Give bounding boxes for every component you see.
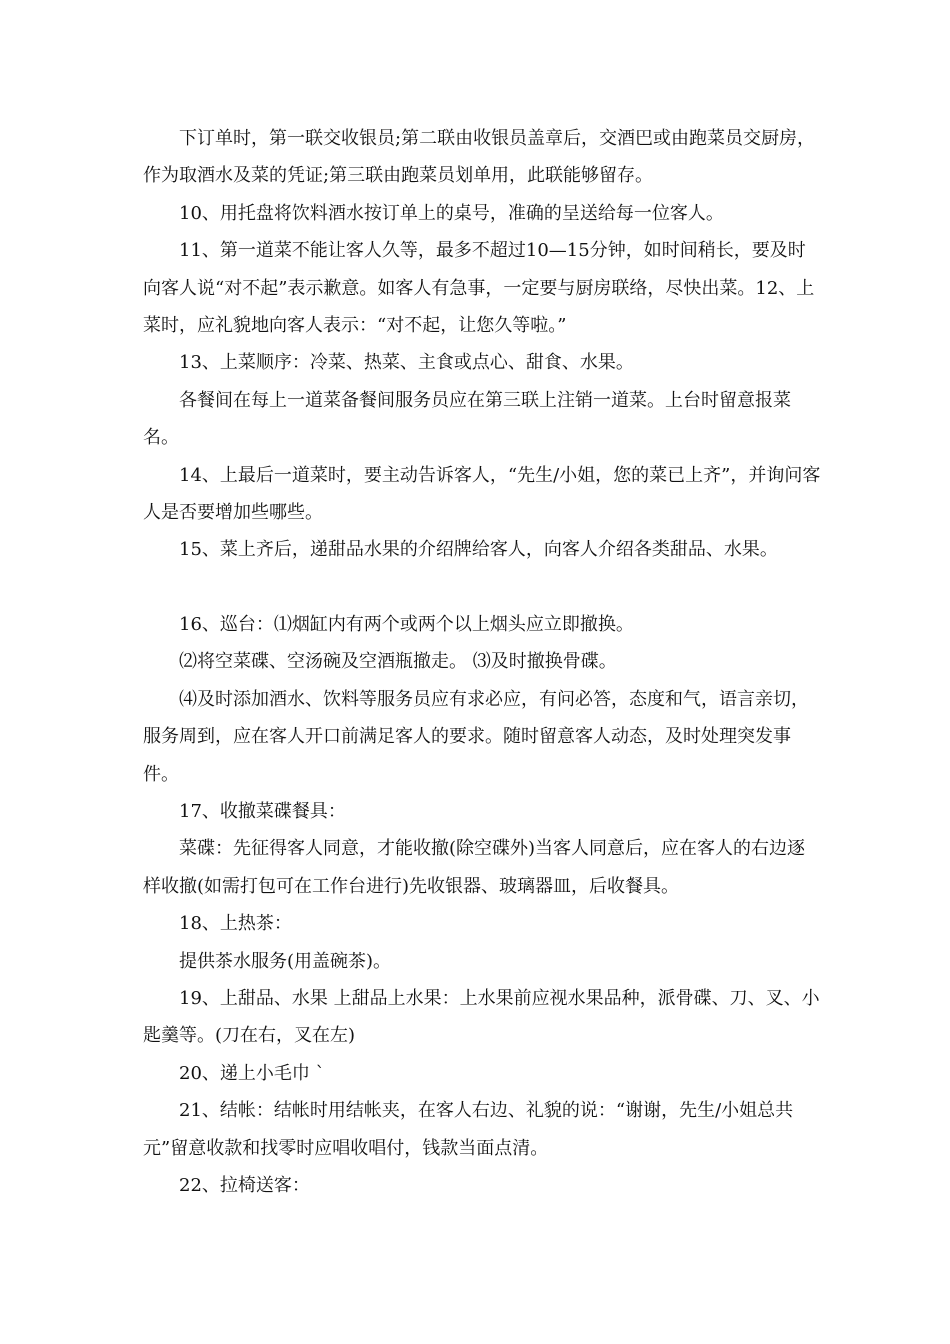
paragraph-item-10: 10、用托盘将饮料酒水按订单上的桌号，准确的呈送给每一位客人。 [179, 202, 724, 224]
document-body [143, 120, 823, 1204]
paragraph-order-copies: 下订单时，第一联交收银员;第二联由收银员盖章后，交酒巴或由跑菜员交厨房，作为取酒水及菜的凭证;第三联由跑菜员划单用，此联能够留存。 [143, 128, 816, 187]
paragraph-item-17: 17、收撤菜碟餐具： [179, 800, 346, 822]
paragraph-item-16-sub-2-3: ⑵将空菜碟、空汤碗及空酒瓶撤走。 ⑶及时撤换骨碟。 [179, 651, 617, 673]
paragraph-item-20: 20、递上小毛巾 ` [179, 1062, 325, 1084]
paragraph-item-14: 14、上最后一道菜时，要主动告诉客人，“先生/小姐，您的菜已上齐”，并询问客人是否要增加些哪些。 [143, 464, 821, 524]
paragraph-item-18: 18、上热茶： [179, 913, 292, 935]
paragraph-item-16: 16、巡台：⑴烟缸内有两个或两个以上烟头应立即撤换。 [179, 613, 634, 635]
paragraph-spacer [143, 569, 823, 606]
paragraph-item-11-12: 11、第一道菜不能让客人久等，最多不超过10—15分钟，如时间稍长，要及时向客人说“对不起”表示歉意。如客人有急事，一定要与厨房联络，尽快出菜。12、上菜时，应礼貌地向客人表示：“对不起，让您久等啦。” [143, 240, 815, 337]
paragraph-tea-service: 提供茶水服务(用盖碗茶)。 [179, 950, 392, 972]
paragraph-item-16-sub-4: ⑷及时添加酒水、饮料等服务员应有求必应，有问必答，态度和气，语言亲切，服务周到，应在客人开口前满足客人的要求。随时留意客人动态，及时处理突发事件。 [143, 688, 809, 785]
paragraph-item-21: 21、结帐：结帐时用结帐夹，在客人右边、礼貌的说：“谢谢，先生/小姐总共元”留意收款和找零时应唱收唱付，钱款当面点清。 [143, 1100, 794, 1159]
paragraph-prep-room: 各餐间在每上一道菜备餐间服务员应在第三联上注销一道菜。上台时留意报菜名。 [143, 389, 791, 449]
paragraph-item-19: 19、上甜品、水果 上甜品上水果：上水果前应视水果品种，派骨碟、刀、叉、小匙羹等。(刀在右，叉在左) [143, 987, 820, 1047]
paragraph-item-22: 22、拉椅送客： [179, 1174, 310, 1196]
paragraph-dish-clearing: 菜碟：先征得客人同意，才能收撤(除空碟外)当客人同意后，应在客人的右边逐样收撤(如需打包可在工作台进行)先收银器、玻璃器皿，后收餐具。 [143, 838, 806, 897]
paragraph-item-15: 15、菜上齐后，递甜品水果的介绍牌给客人，向客人介绍各类甜品、水果。 [179, 539, 778, 561]
paragraph-item-13: 13、上菜顺序：冷菜、热菜、主食或点心、甜食、水果。 [179, 352, 634, 374]
